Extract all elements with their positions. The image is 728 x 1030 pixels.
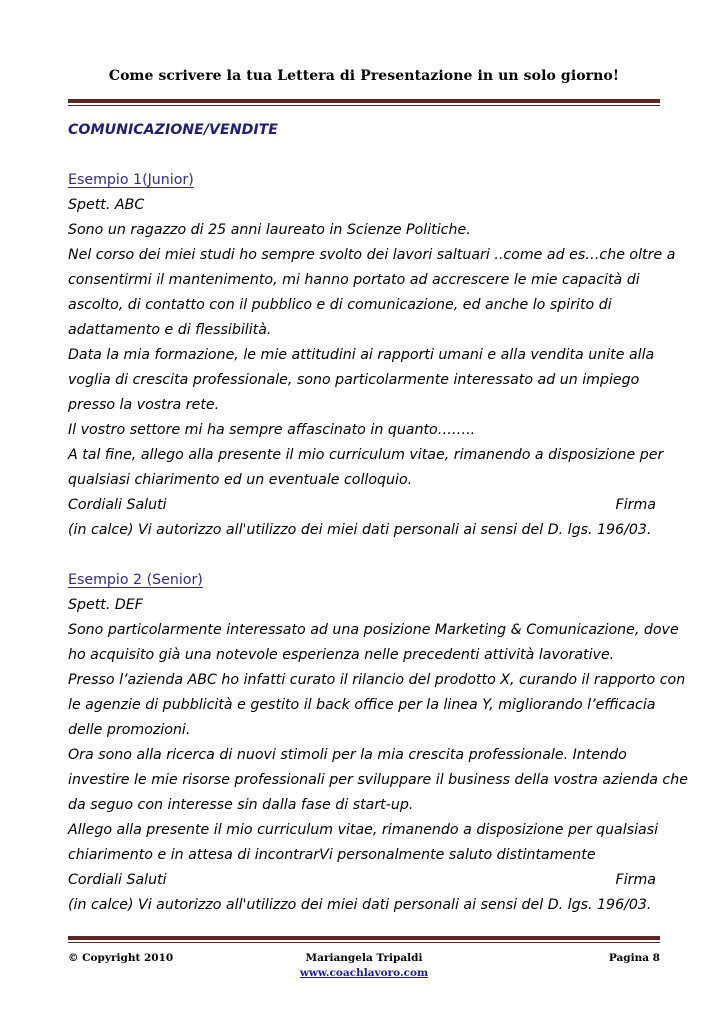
example-1: [68, 168, 676, 543]
website-link-wrapper: [68, 967, 660, 979]
blank-line: [68, 143, 668, 168]
example-1-heading: Esempio 1(Junior): [68, 172, 194, 188]
example-2-line: da seguo con interesse sin dalla fase di start-up.: [68, 797, 414, 813]
closing-salutation: Cordiali Saluti: [68, 497, 167, 513]
example-2: [68, 568, 688, 918]
example-2-line: Sono particolarmente interessato ad una posizione Marketing & Comunicazione, dove: [68, 622, 679, 638]
blank-line: [68, 543, 668, 568]
example-2-line: ho acquisito già una notevole esperienza nelle precedenti attività lavorative.: [68, 647, 615, 663]
example-2-line: le agenzie di pubblicità e gestito il back office per la linea Y, migliorando l’efficacia: [68, 697, 656, 713]
example-2-line: Allego alla presente il mio curriculum vitae, rimanendo a disposizione per qualsiasi: [68, 822, 659, 838]
example-2-line: investire le mie risorse professionali per sviluppare il business della vostra azienda che: [68, 772, 688, 788]
example-1-closing: [68, 493, 668, 518]
example-2-line: Spett. DEF: [68, 597, 143, 613]
example-2-heading: Esempio 2 (Senior): [68, 572, 203, 588]
example-1-line: ascolto, di contatto con il pubblico e di comunicazione, ed anche lo spirito di: [68, 297, 612, 313]
example-1-line: presso la vostra rete.: [68, 397, 220, 413]
page-number: Pagina 8: [608, 952, 660, 964]
closing-salutation: Cordiali Saluti: [68, 872, 167, 888]
privacy-consent: (in calce) Vi autorizzo all'utilizzo dei miei dati personali ai sensi del D. lgs. 196/03.: [68, 897, 652, 913]
author-name: Mariangela Tripaldi: [305, 952, 423, 964]
copyright-notice: © Copyright 2010: [68, 952, 174, 964]
signature-label: Firma: [615, 497, 656, 513]
signature-label: Firma: [615, 872, 656, 888]
example-1-line: Nel corso dei miei studi ho sempre svolto dei lavori saltuari ..come ad es…che oltre a: [68, 247, 676, 263]
privacy-consent: (in calce) Vi autorizzo all'utilizzo dei miei dati personali ai sensi del D. lgs. 196/03.: [68, 522, 652, 538]
example-1-line: adattamento e di flessibilità.: [68, 322, 272, 338]
example-1-line: consentirmi il mantenimento, mi hanno portato ad accrescere le mie capacità di: [68, 272, 640, 288]
section-title: COMUNICAZIONE/VENDITE: [68, 122, 278, 138]
website-link[interactable]: www.coachlavoro.com: [299, 967, 429, 979]
example-1-line: voglia di crescita professionale, sono particolarmente interessato ad un impiego: [68, 372, 640, 388]
example-1-line: Sono un ragazzo di 25 anni laureato in Scienze Politiche.: [68, 222, 471, 238]
footer-divider: [68, 936, 660, 941]
example-2-line: chiarimento e in attesa di incontrarVi personalmente saluto distintamente: [68, 847, 596, 863]
document-body: [68, 118, 688, 918]
example-1-line: Il vostro settore mi ha sempre affascinato in quanto……..: [68, 422, 476, 438]
example-2-line: Presso l’azienda ABC ho infatti curato il rilancio del prodotto X, curando il rapporto con: [68, 672, 686, 688]
example-1-line: Data la mia formazione, le mie attitudini ai rapporti umani e alla vendita unite alla: [68, 347, 655, 363]
example-2-line: Ora sono alla ricerca di nuovi stimoli per la mia crescita professionale. Intendo: [68, 747, 627, 763]
example-2-line: delle promozioni.: [68, 722, 191, 738]
example-1-line: Spett. ABC: [68, 197, 145, 213]
example-1-line: qualsiasi chiarimento ed un eventuale colloquio.: [68, 472, 413, 488]
example-2-closing: [68, 868, 668, 893]
example-1-line: A tal fine, allego alla presente il mio curriculum vitae, rimanendo a disposizione per: [68, 447, 664, 463]
header-divider: [68, 99, 660, 104]
page-header-title: Come scrivere la tua Lettera di Presentazione in un solo giorno!: [108, 68, 620, 84]
